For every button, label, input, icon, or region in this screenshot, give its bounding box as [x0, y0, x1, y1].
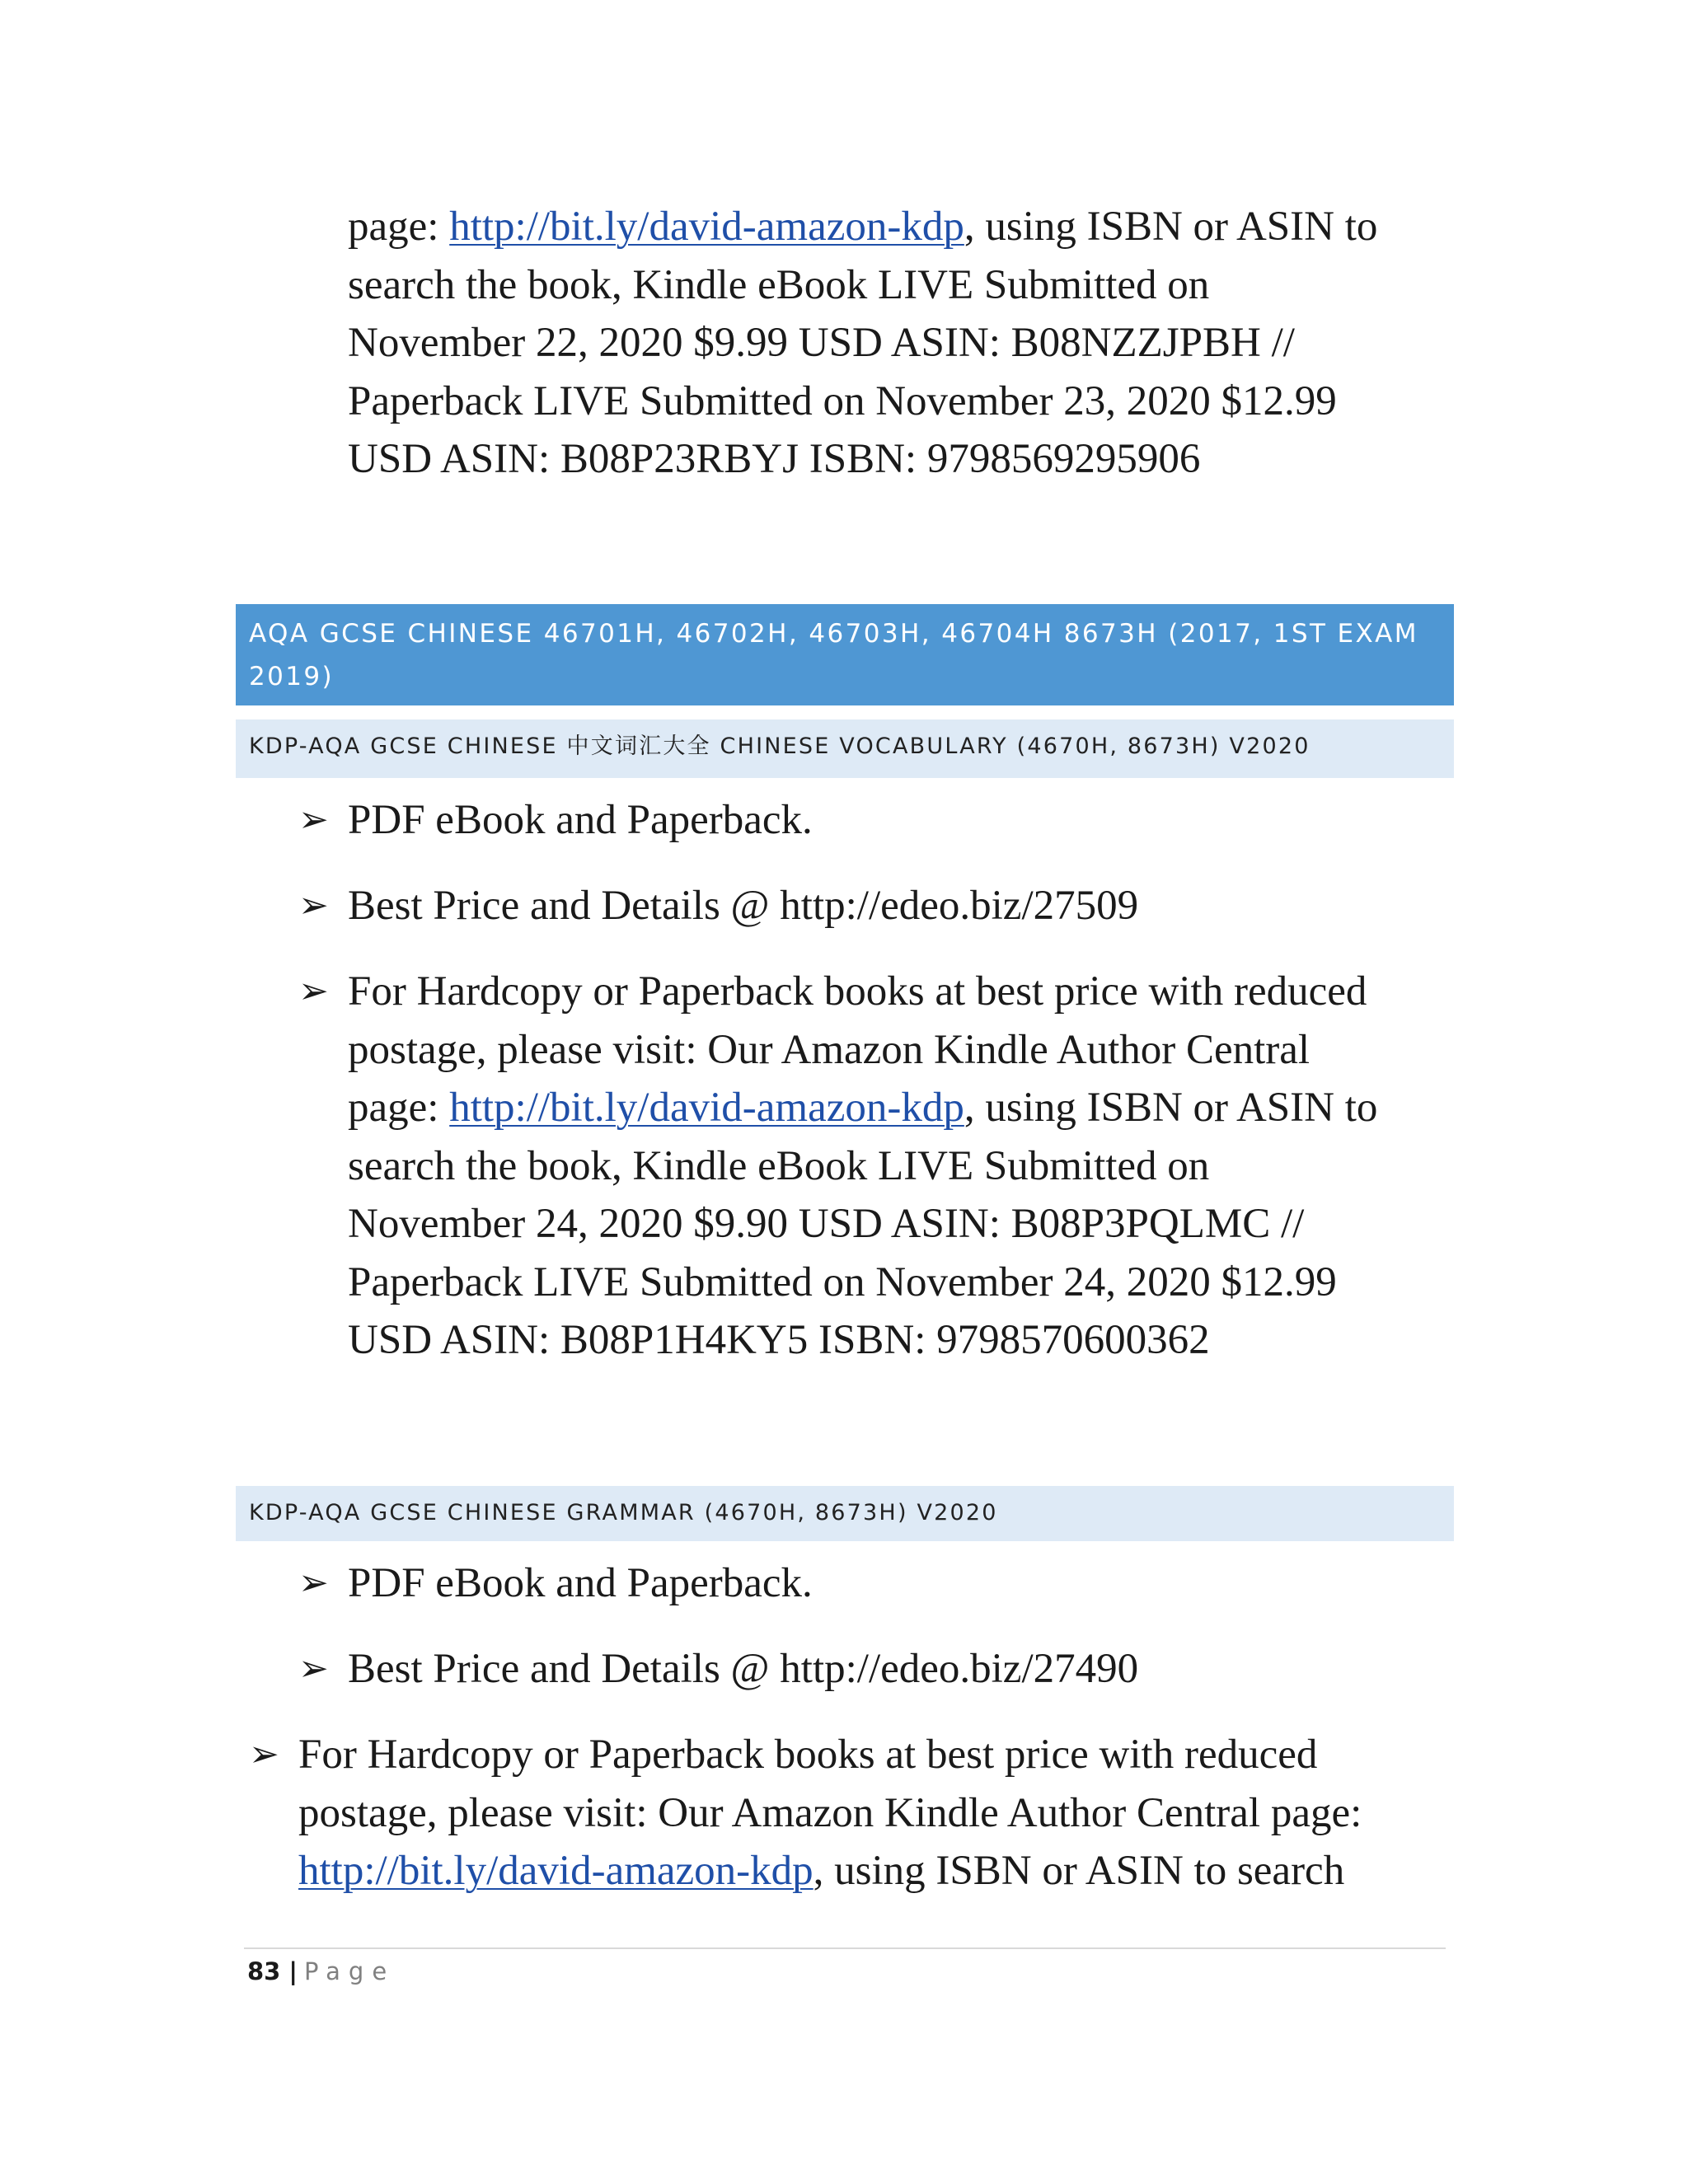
amazon-kdp-link[interactable]: http://bit.ly/david-amazon-kdp: [449, 1085, 964, 1131]
page-footer: [247, 1955, 395, 1988]
footer-divider: [244, 1947, 1446, 1949]
top-paragraph: [348, 198, 1469, 489]
top-paragraph-line-3: November 22, 2020 $9.99 USD ASIN: B08NZZJPBH //: [348, 320, 1295, 366]
page-number: 83: [247, 1957, 281, 1985]
vocab-bullet-3-text: For Hardcopy or Paperback books at best price with reduced postage, please visit: Our Amazon Kindle Author Central page: http://bit.ly/david-amazon-kdp, using ISBN or ASIN to search the book, Kindle eBook LIVE Submitted on November 24, 2020 $9.90 USD ASIN: B08P3PQLMC // Paperback LIVE Submitted on November 24, 2020 $12.99 USD ASIN: B08P1H4KY5 ISBN: 9798570600362: [348, 968, 1378, 1363]
section-heading-line-1: AQA GCSE CHINESE 46701H, 46702H, 46703H, 46704H 8673H (2017, 1ST EXAM: [249, 619, 1418, 649]
grammar-heading: KDP-AQA GCSE CHINESE GRAMMAR (4670H, 8673H) V2020: [236, 1486, 1454, 1541]
section-heading-line-2: 2019): [249, 662, 334, 691]
bullet-arrow-icon: ➢: [298, 884, 329, 926]
bullet-arrow-icon: ➢: [298, 799, 329, 841]
top-paragraph-line-5: USD ASIN: B08P23RBYJ ISBN: 9798569295906: [348, 436, 1201, 482]
section-heading-aqa-gcse-chinese: [236, 604, 1454, 705]
page-label: Page: [303, 1957, 396, 1985]
bullet-arrow-icon: ➢: [298, 1562, 329, 1604]
amazon-kdp-link[interactable]: http://bit.ly/david-amazon-kdp: [449, 204, 964, 250]
top-paragraph-line-1: page: http://bit.ly/david-amazon-kdp, using ISBN or ASIN to: [348, 204, 1378, 250]
bullet-arrow-icon: ➢: [298, 970, 329, 1012]
vocabulary-heading: KDP-AQA GCSE CHINESE 中文词汇大全 CHINESE VOCABULARY (4670H, 8673H) V2020: [236, 719, 1454, 778]
bullet-arrow-icon: ➢: [249, 1733, 279, 1775]
footer-separator: |: [288, 1957, 298, 1985]
amazon-kdp-link[interactable]: http://bit.ly/david-amazon-kdp: [298, 1848, 814, 1894]
top-paragraph-line-2: search the book, Kindle eBook LIVE Submitted on: [348, 261, 1210, 308]
top-paragraph-line-4: Paperback LIVE Submitted on November 23, 2020 $12.99: [348, 377, 1337, 424]
grammar-bullet-3-text: For Hardcopy or Paperback books at best price with reduced postage, please visit: Our Amazon Kindle Author Central page: http://bit.ly/david-amazon-kdp, using ISBN or ASIN to search: [298, 1732, 1362, 1894]
bullet-arrow-icon: ➢: [298, 1647, 329, 1690]
